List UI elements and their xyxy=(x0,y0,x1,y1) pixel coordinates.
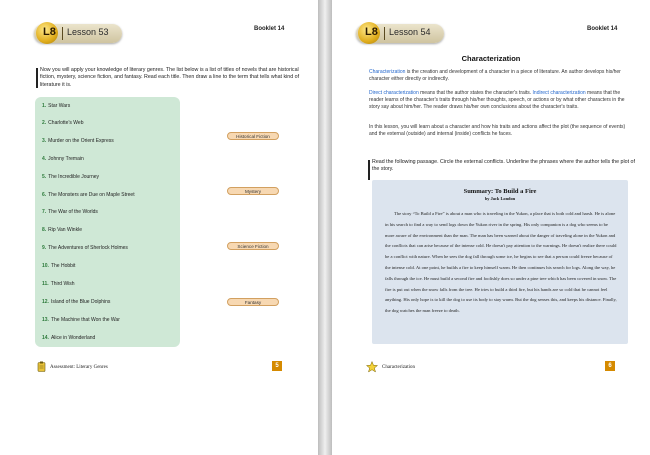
lesson-title: Lesson 53 xyxy=(67,27,109,37)
list-item: 2. Charlotte's Web xyxy=(42,120,84,126)
footer-label: Characterization xyxy=(382,365,416,370)
definition-paragraph: Characterization is the creation and development of a character in a piece of literature. An author develops his/her character either directly or indirectly. xyxy=(369,69,621,82)
list-item: 1. Star Wars xyxy=(42,103,71,109)
list-item: 13. The Machine that Won the War xyxy=(42,317,120,323)
lesson-tab xyxy=(34,24,122,43)
list-item: 9. The Adventures of Sherlock Holmes xyxy=(42,245,128,251)
list-item: 12. Island of the Blue Dolphins xyxy=(42,299,111,305)
passage-title: Summary: To Build a Fire xyxy=(463,188,537,195)
tab-divider xyxy=(62,27,63,40)
booklet-label: Booklet 14 xyxy=(254,26,285,32)
clipboard-icon xyxy=(36,361,47,372)
left-page xyxy=(0,0,318,455)
novel-list xyxy=(35,97,180,347)
list-item: 11. Third Wish xyxy=(42,281,75,287)
tab-divider xyxy=(384,27,385,40)
list-item: 4. Johnny Tremain xyxy=(42,156,84,162)
star-icon xyxy=(366,361,378,373)
lesson-tab xyxy=(356,24,444,43)
page-number: 6 xyxy=(605,361,615,371)
instruction-marker xyxy=(36,68,38,88)
page-title: Characterization xyxy=(461,54,521,63)
instructions xyxy=(372,159,636,174)
instructions-text: Now you will apply your knowledge of literary genres. The list below is a list of titles of novels that are historical fiction, mystery, science fiction, and fantasy. Read each title. Then draw a line to the term that tells what kind of literature it is. xyxy=(40,67,300,88)
book-gutter xyxy=(318,0,332,455)
page-number: 5 xyxy=(272,361,282,371)
passage-text: The story “To Build a Fire” is about a man who is traveling in the Yukon, a place that is both cold and harsh. He is alone in his search to find a way to send logs down the Yukon river in the spring. His only companion is a dog who seems to be more aware of the environment than the man. The man has been warned about the danger of traveling alone in the Yukon and the conflicts that can arise because of the intense cold. He doesn't pay attention to the warnings. He doesn't realize there could be a conflict with nature. When he sees the dog fall through some ice, he begins to see that a person could freeze because of the intense cold. At one point, he builds a fire to keep himself warm. He then continues his search for logs. Along the way, he falls through the ice. He must build a second fire and foolishly does so under a pine tree which has been covered in snow. The fire is put out when the snow falls from the tree. He tries to build a third fire, but his hands are so cold that he cannot feel anything. His only hope is to kill the dog to use its body to stay warm. But the dog senses this, and keeps his distance. Finally, the dog watches the man freeze to death. xyxy=(385,211,617,314)
genre-historical-fiction[interactable]: Historical Fiction xyxy=(227,132,279,140)
list-item: 7. The War of the Worlds xyxy=(42,209,98,215)
lesson-intro-paragraph: In this lesson, you will learn about a character and how his traits and actions affect the plot (the sequence of events) and the external (outside) and internal (inside) conflicts he faces. xyxy=(369,124,626,137)
passage-byline: by Jack London xyxy=(484,196,516,201)
lesson-code: L8 xyxy=(365,26,378,38)
genre-science-fiction[interactable]: Science Fiction xyxy=(227,242,279,250)
lesson-title: Lesson 54 xyxy=(389,27,431,37)
right-page xyxy=(332,0,650,455)
genre-fantasy[interactable]: Fantasy xyxy=(227,298,279,306)
keyword: Indirect characterization xyxy=(532,90,586,96)
footer-label: Assessment: Literary Genres xyxy=(50,365,108,370)
list-item: 3. Murder on the Orient Express xyxy=(42,138,114,144)
keyword: Characterization xyxy=(369,69,406,75)
direct-indirect-paragraph: Direct characterization means that the author states the character's traits. Indirect characterization means that the reader learns of the character's traits through his/her thoughts, speech, or actions or by what other characters in the story say about him/her. The reader draws his/her own conclusions about the character's traits. xyxy=(369,90,625,110)
genre-mystery[interactable]: Mystery xyxy=(227,187,279,195)
list-item: 5. The Incredible Journey xyxy=(42,174,100,180)
booklet-label: Booklet 14 xyxy=(587,26,618,32)
instruction-marker xyxy=(368,160,370,180)
list-item: 10. The Hobbit xyxy=(42,263,76,269)
instructions xyxy=(40,67,302,89)
list-item: 8. Rip Van Winkle xyxy=(42,227,82,233)
instructions-text: Read the following passage. Circle the external conflicts. Underline the phrases where the author tells the plot of the story. xyxy=(372,159,635,173)
lesson-code: L8 xyxy=(43,26,56,38)
list-item: 14. Alice in Wonderland xyxy=(42,335,96,341)
passage-panel xyxy=(372,180,628,344)
keyword: Direct characterization xyxy=(369,90,419,96)
list-item: 6. The Monsters are Due on Maple Street xyxy=(42,192,135,198)
